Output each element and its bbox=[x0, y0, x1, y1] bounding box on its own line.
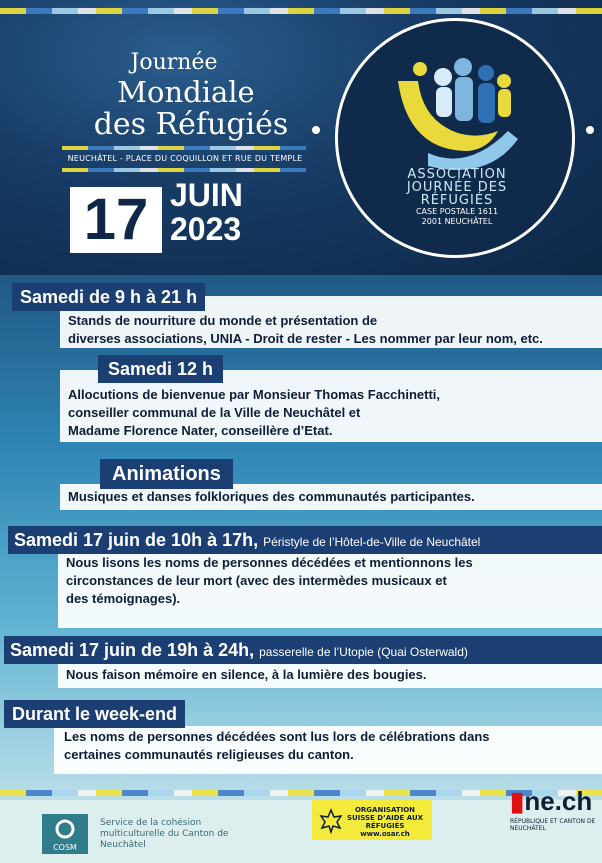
event-location: NEUCHÂTEL - PLACE DU COQUILLON ET RUE DU TEMPLE bbox=[67, 154, 303, 163]
cosm-label: COSM bbox=[53, 843, 77, 852]
event-month: JUIN bbox=[170, 177, 243, 213]
text-4-line-3: des témoignages). bbox=[66, 591, 181, 606]
ne-ch-logo bbox=[510, 786, 592, 817]
heading-4-sub: Péristyle de l’Hôtel-de-Ville de Neuchâtel bbox=[263, 535, 481, 549]
dot-left bbox=[312, 126, 320, 134]
text-2 bbox=[68, 386, 440, 440]
heading-4 bbox=[8, 526, 602, 554]
text-5 bbox=[66, 666, 427, 684]
osar-text bbox=[342, 806, 428, 838]
event-month-year bbox=[170, 178, 243, 246]
heading-6 bbox=[4, 700, 185, 728]
association-text bbox=[382, 168, 532, 227]
text-1-line-1: Stands de nourriture du monde et présentation de bbox=[68, 313, 378, 328]
osar-url: www.osar.ch bbox=[360, 830, 410, 838]
maple-leaf-icon bbox=[318, 808, 344, 834]
logo-line-4: CASE POSTALE 1611 bbox=[415, 207, 499, 216]
ne-logo-text: ne.ch bbox=[524, 786, 593, 816]
heading-2 bbox=[98, 355, 223, 383]
text-6 bbox=[64, 728, 490, 764]
cosm-logo bbox=[42, 814, 88, 854]
text-2-line-3: Madame Florence Nater, conseillère d’Etat. bbox=[68, 423, 333, 438]
heading-1 bbox=[12, 283, 205, 311]
ne-sub: RÉPUBLIQUE ET CANTON DE NEUCHÂTEL bbox=[510, 818, 596, 832]
text-4-line-2: circonstances de leur mort (avec des intermèdes musicaux et bbox=[66, 573, 447, 588]
heading-2-text: Samedi 12 h bbox=[108, 359, 214, 379]
text-6-line-2: certaines communautés religieuses du canton. bbox=[64, 747, 354, 762]
top-stripe bbox=[0, 8, 602, 14]
event-day: 17 bbox=[70, 187, 162, 253]
cosm-ring-icon bbox=[53, 817, 77, 841]
heading-1-text: Samedi de 9 h à 21 h bbox=[20, 287, 198, 307]
text-3-line-1: Musiques et danses folkloriques des communautés participantes. bbox=[68, 489, 475, 504]
text-1-line-2: diverses associations, UNIA - Droit de rester - Les nommer par leur nom, etc. bbox=[68, 331, 543, 346]
heading-3-text: Animations bbox=[112, 463, 221, 485]
heading-5-sub: passerelle de l’Utopie (Quai Osterwald) bbox=[259, 645, 468, 659]
heading-5 bbox=[4, 636, 602, 664]
text-2-line-2: conseiller communal de la Ville de Neuchâtel et bbox=[68, 405, 361, 420]
title-line-2: Mondiale bbox=[117, 75, 255, 109]
dot-right bbox=[586, 126, 594, 134]
logo-line-5: 2001 NEUCHÂTEL bbox=[421, 217, 493, 226]
logo-line-2: JOURNÉE DES bbox=[406, 180, 508, 195]
title-line-1: Journée bbox=[130, 50, 218, 75]
logo-line-3: RÉFUGIÉS bbox=[420, 193, 494, 208]
title-stripe bbox=[62, 146, 306, 150]
heading-4-text: Samedi 17 juin de 10h à 17h, bbox=[14, 530, 259, 550]
text-2-line-1: Allocutions de bienvenue par Monsieur Thomas Facchinetti, bbox=[68, 387, 441, 402]
place-stripe bbox=[62, 168, 306, 172]
cosm-text: Service de la cohésion multiculturelle du Canton de Neuchâtel bbox=[100, 818, 229, 850]
title-line-3: des Réfugiés bbox=[93, 107, 289, 142]
text-1 bbox=[68, 312, 543, 348]
text-6-line-1: Les noms de personnes décédées sont lus lors de célébrations dans bbox=[64, 729, 490, 744]
ne-flag-bars-icon: ▮ bbox=[510, 786, 525, 816]
heading-3 bbox=[100, 459, 233, 489]
text-4 bbox=[66, 554, 473, 608]
text-4-line-1: Nous lisons les noms de personnes décédées et mentionnons les bbox=[66, 555, 473, 570]
event-year: 2023 bbox=[170, 211, 242, 247]
families-hands-icon bbox=[338, 21, 572, 181]
text-3 bbox=[68, 488, 475, 506]
text-5-line-1: Nous faison mémoire en silence, à la lumière des bougies. bbox=[66, 667, 427, 682]
heading-5-text: Samedi 17 juin de 19h à 24h, bbox=[10, 640, 255, 660]
osar-name: ORGANISATION SUISSE D’AIDE AUX RÉFUGIÉS bbox=[346, 806, 424, 830]
logo-line-1: ASSOCIATION bbox=[407, 167, 507, 182]
heading-6-text: Durant le week-end bbox=[12, 704, 178, 724]
